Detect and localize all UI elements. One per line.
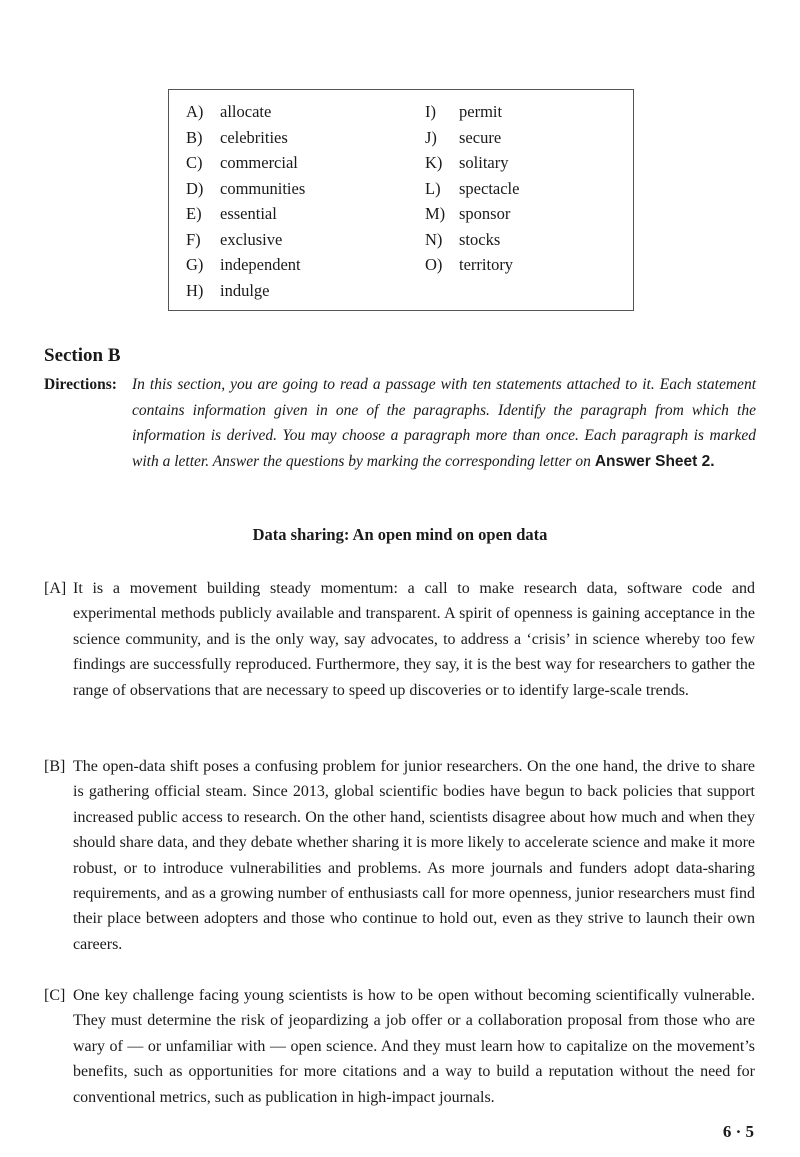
paragraph-text: The open-data shift poses a confusing problem for junior researchers. On the one hand, the drive to share is gathering official steam. Since 2013, global scientific bodies have begun to back policies that support increased public access to research. On the other hand, scientists disagree about how much and when they should share data, and they debate whether sharing it is more likely to accelerate science and make it more robust, or to introduce vulnerabilities and problems. As more journals and funders adopt data-sharing requirements, and as a growing number of enthusiasts call for more openness, junior researchers must find their place between adopters and those who continue to hold out, even as they strive to launch their own careers. — [73, 758, 755, 953]
word-bank-right-column — [425, 99, 519, 278]
word-option: I) permit — [425, 102, 503, 121]
paragraph-tag: [C] — [44, 987, 66, 1004]
paragraph-tag: [A] — [44, 580, 67, 597]
word-option: H) indulge — [186, 280, 270, 300]
paragraph-text: One key challenge facing young scientists is how to be open without becoming scientifically vulnerable. They must determine the risk of jeopardizing a job offer or a collaboration proposal from those who are wary of — or unfamiliar with — open science. And they must learn how to capitalize on the movement’s benefits, such as opportunities for more citations and a way to build a reputation without the need for conventional metrics, such as publication in high-impact journals. — [73, 987, 755, 1106]
section-title: Section B — [44, 345, 121, 366]
word-option: N) stocks — [425, 229, 501, 249]
word-option: M) sponsor — [425, 204, 511, 223]
word-option: L) spectacle — [425, 178, 520, 198]
word-option: O) territory — [425, 255, 514, 274]
page-number: 6 · 5 — [722, 1122, 754, 1141]
word-option: B) celebrities — [186, 127, 288, 147]
directions-body — [132, 372, 756, 474]
word-option: G) independent — [186, 255, 301, 274]
word-option: F) exclusive — [186, 229, 283, 249]
directions-text: In this section, you are going to read a passage with ten statements attached to it. Each statement contains information given in one of the paragraphs. Identify the paragraph from which the information is derived. You may choose a paragraph more than once. Each paragraph is marked with a letter. Answer the questions by marking the corresponding letter on — [132, 376, 756, 470]
answer-sheet-label: Answer Sheet 2. — [594, 452, 715, 470]
paragraph-tag: [B] — [44, 758, 66, 775]
word-bank-left-column — [186, 99, 305, 303]
word-option: C) commercial — [186, 153, 298, 172]
word-option: K) solitary — [425, 153, 509, 172]
word-option: A) allocate — [186, 102, 272, 121]
directions — [44, 372, 756, 474]
word-option: J) secure — [425, 127, 502, 147]
paragraph-text: It is a movement building steady momentum: a call to make research data, software code and experimental methods publicly available and transparent. A spirit of openness is gaining acceptance in the science community, and is the only way, say advocates, to address a ‘crisis’ in science whereby too few findings are successfully reproduced. Furthermore, they say, it is the best way for researchers to gather the range of observations that are necessary to speed up discoveries or to identify large-scale trends. — [73, 580, 755, 699]
paragraph-c — [44, 983, 755, 1110]
word-option: D) communities — [186, 178, 306, 198]
word-bank-box — [168, 89, 634, 311]
paragraph-b — [44, 754, 755, 957]
passage-title: Data sharing: An open mind on open data — [252, 525, 548, 544]
word-option: E) essential — [186, 204, 277, 223]
directions-label: Directions: — [44, 376, 117, 393]
paragraph-a — [44, 576, 755, 703]
